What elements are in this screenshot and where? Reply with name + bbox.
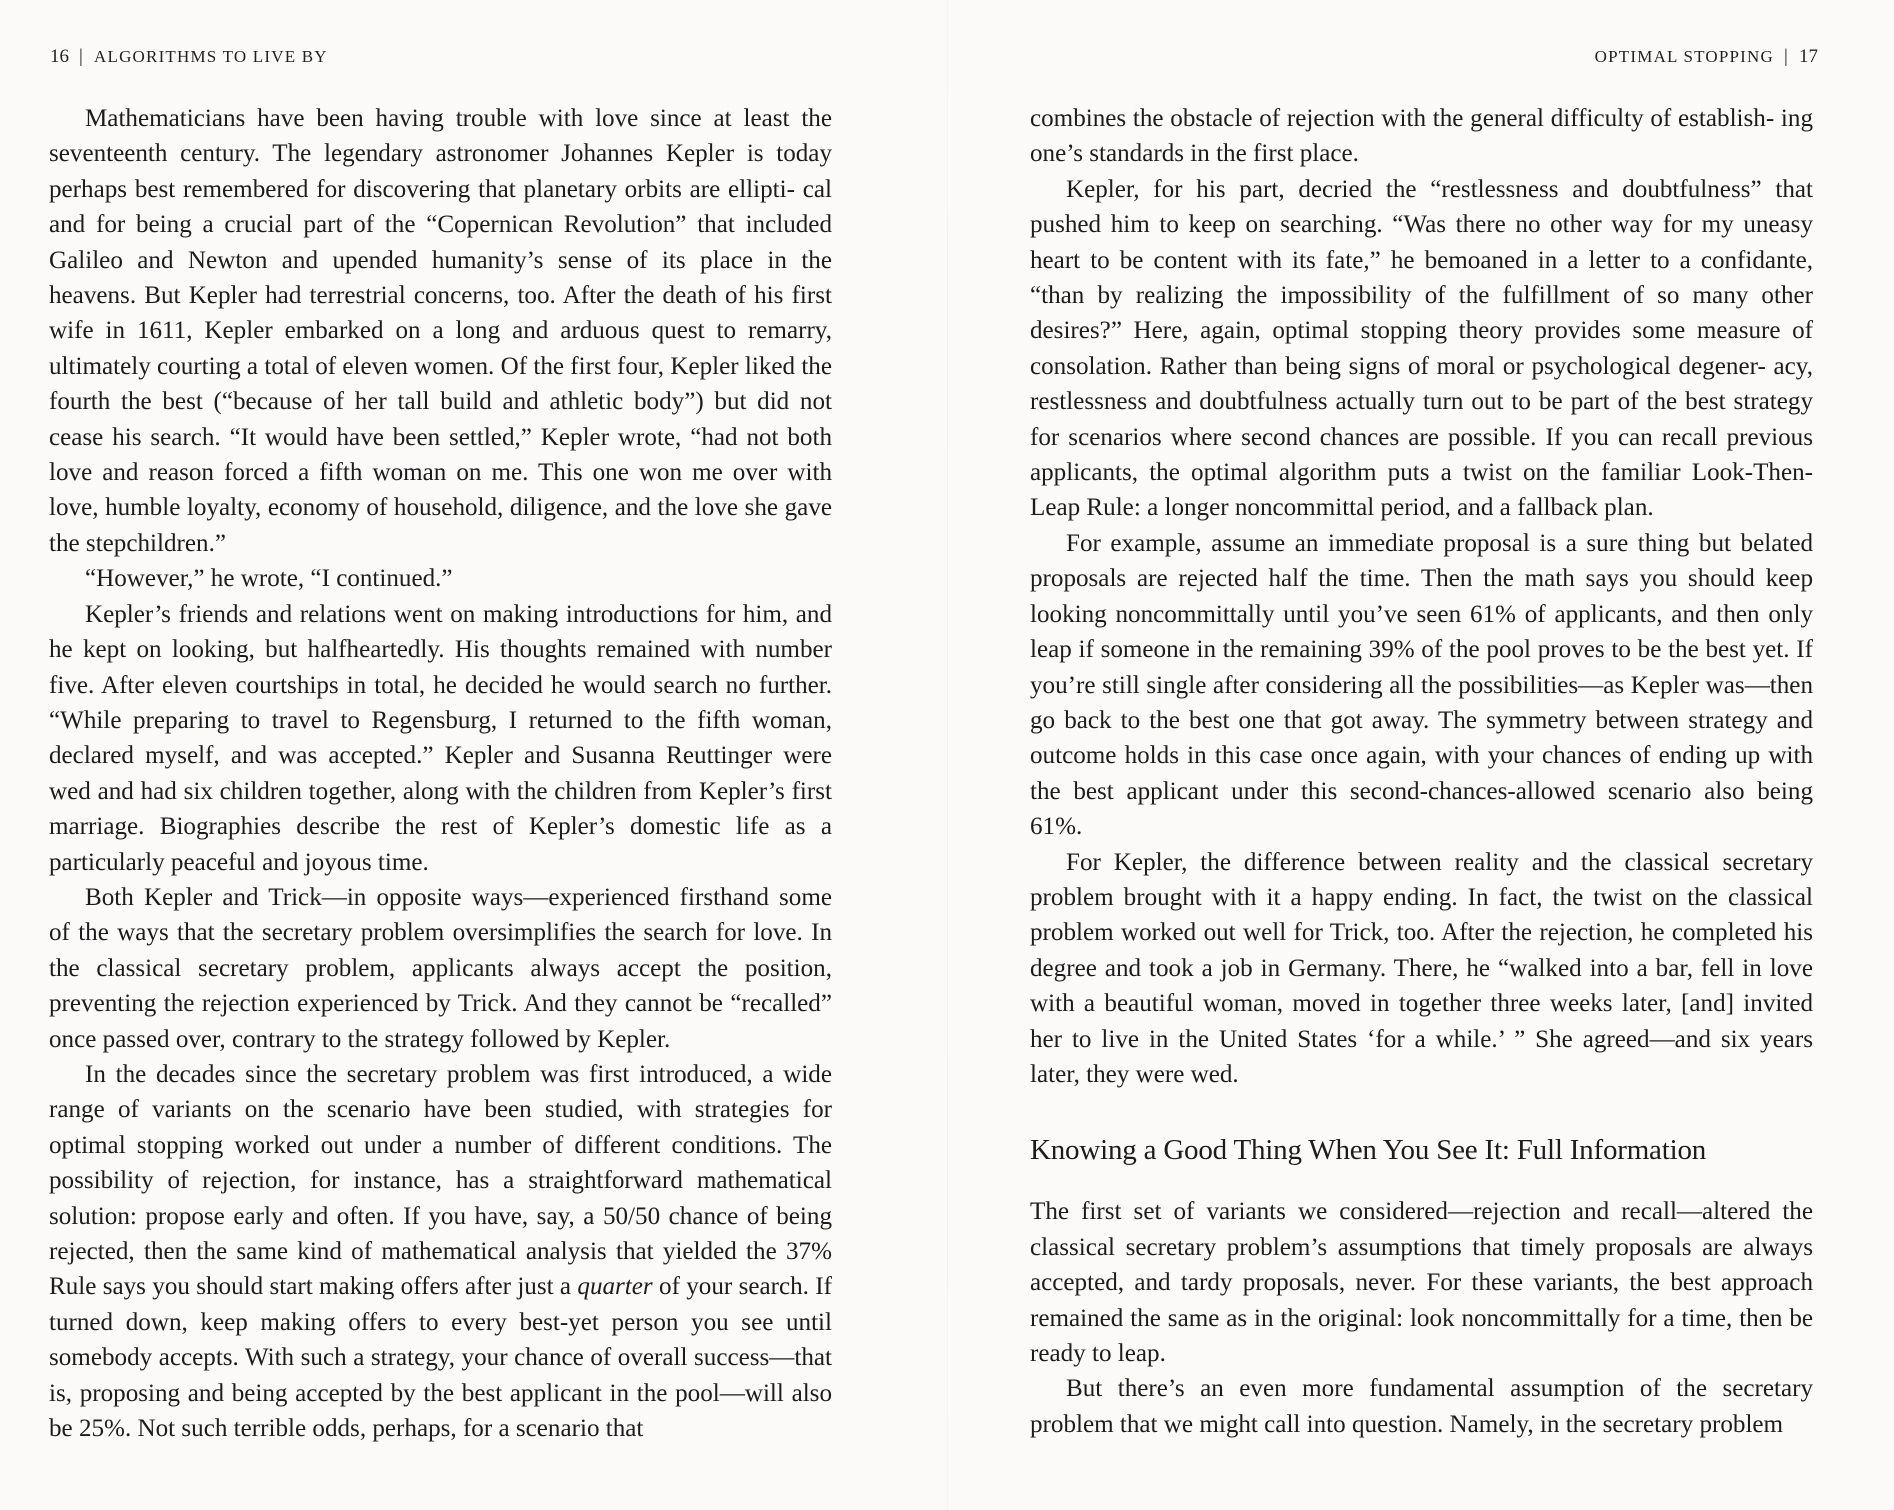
paragraph: Both Kepler and Trick—in opposite ways—experienced firsthand some of the ways that the secretary problem oversimplifies the search for love. In the classical secretary problem, applicants always accept the position, preventing the rejection experienced by Trick. And they cannot be “recalled” once passed over, contrary to the strategy followed by Kepler. <box>49 883 832 1053</box>
book-gutter <box>947 0 948 1510</box>
paragraph: Mathematicians have been having trouble with love since at least the seventeenth century. The legendary astronomer Johannes Kepler is today perhaps best remembered for discovering that planetary orbits are ellipti- cal and for being a crucial part of the “Copernican Revolution” that included Galileo and Newton and upended humanity’s sense of its place in the heavens. But Kepler had terrestrial concerns, too. After the death of his first wife in 1611, Kepler embarked on a long and arduous quest to remarry, ultimately courting a total of eleven women. Of the first four, Kepler liked the fourth the best (“because of her tall build and athletic body”) but did not cease his search. “It would have been settled,” Kepler wrote, “had not both love and reason forced a fifth woman on me. This one won me over with love, humble loyalty, economy of household, diligence, and the love she gave the stepchildren.” <box>49 105 832 557</box>
paragraph: But there’s an even more fundamental assumption of the secretary problem that we might call into question. Namely, in the secretary problem <box>1030 1375 1813 1438</box>
right-page <box>1014 0 1894 1510</box>
paragraph: combines the obstacle of rejection with the general difficulty of establish- ing one’s standards in the first place. <box>1030 105 1813 168</box>
right-page-number: 17 <box>1799 46 1818 67</box>
right-running-head <box>1595 46 1818 68</box>
paragraph: Kepler, for his part, decried the “restlessness and doubtfulness” that pushed him to keep on searching. “Was there no other way for my uneasy heart to be content with its fate,” he bemoaned in a letter to a confidante, “than by realizing the impossibility of the fulfillment of so many other desires?” Here, again, optimal stopping theory provides some measure of consolation. Rather than being signs of moral or psychological degener- acy, restlessness and doubtfulness actually turn out to be part of the best strategy for scenarios where second chances are possible. If you can recall previous applicants, the optimal algorithm puts a twist on the familiar Look-Then-Leap Rule: a longer noncommittal period, and a fallback plan. <box>1030 175 1813 522</box>
left-page <box>0 0 880 1510</box>
paragraph: Kepler’s friends and relations went on making introductions for him, and he kept on looking, but halfheartedly. His thoughts remained with number five. After eleven courtships in total, he decided he would search no further. “While preparing to travel to Regensburg, I returned to the fifth woman, declared myself, and was accepted.” Kepler and Susanna Reuttinger were wed and had six children together, along with the children from Kepler’s first marriage. Biographies describe the rest of Kepler’s domestic life as a particularly peaceful and joyous time. <box>49 600 832 876</box>
left-head-separator: | <box>79 46 85 67</box>
paragraph: For Kepler, the difference between reality and the classical secretary problem brought with it a happy ending. In fact, the twist on the classical problem worked out well for Trick, too. After the rejection, he completed his degree and took a job in Germany. There, he “walked into a bar, fell in love with a beautiful woman, moved in together three weeks later, [and] invited her to live in the United States ‘for a while.’ ” She agreed—and six years later, they were wed. <box>1030 848 1813 1088</box>
paragraph: For example, assume an immediate proposal is a sure thing but belated proposals are rejected half the time. Then the math says you should keep looking noncommittally until you’ve seen 61% of applicants, and then only leap if someone in the remaining 39% of the pool proves to be the best yet. If you’re still single after considering all the possibilities—as Kepler was—then go back to the best one that got away. The symmetry between strategy and outcome holds in this case once again, with your chances of ending up with the best applicant under this second-chances-allowed scenario also being 61%. <box>1030 529 1813 841</box>
italic-word: quarter <box>577 1273 653 1301</box>
paragraph-segment: of your search. If turned down, keep making offers to every best-yet person you see until somebody accepts. With such a strategy, your chance of overall success—that is, proposing and being accepted by the best applicant in the pool—will also be 25%. Not such terrible odds, perhaps, for a scenario that <box>49 1273 832 1443</box>
left-page-number: 16 <box>50 46 69 67</box>
right-head-separator: | <box>1783 46 1789 67</box>
section-heading: Knowing a Good Thing When You See It: Full Information <box>1030 1134 1707 1167</box>
left-running-title: ALGORITHMS TO LIVE BY <box>94 47 328 66</box>
right-body-text <box>1030 101 1813 1442</box>
left-running-head <box>50 46 328 68</box>
right-running-title: OPTIMAL STOPPING <box>1594 47 1774 66</box>
paragraph <box>49 1057 832 1446</box>
left-body-text <box>49 101 832 1446</box>
paragraph: The first set of variants we considered—rejection and recall—altered the classical secretary problem’s assumptions that timely proposals are always accepted, and tardy proposals, never. For these variants, the best approach remained the same as in the original: look noncommittally for a time, then be ready to leap. <box>1030 1198 1813 1367</box>
paragraph-segment: In the decades since the secretary problem was first introduced, a wide range of variants on the scenario have been studied, with strategies for optimal stopping worked out under a number of different conditions. The possibility of rejection, for instance, has a straightforward mathematical solution: propose early and often. If you have, say, a 50/50 chance of being rejected, then the same kind of mathematical analysis that yielded the 37% Rule says you should start making offers after just a <box>49 1060 832 1301</box>
paragraph: “However,” he wrote, “I continued.” <box>85 565 453 593</box>
